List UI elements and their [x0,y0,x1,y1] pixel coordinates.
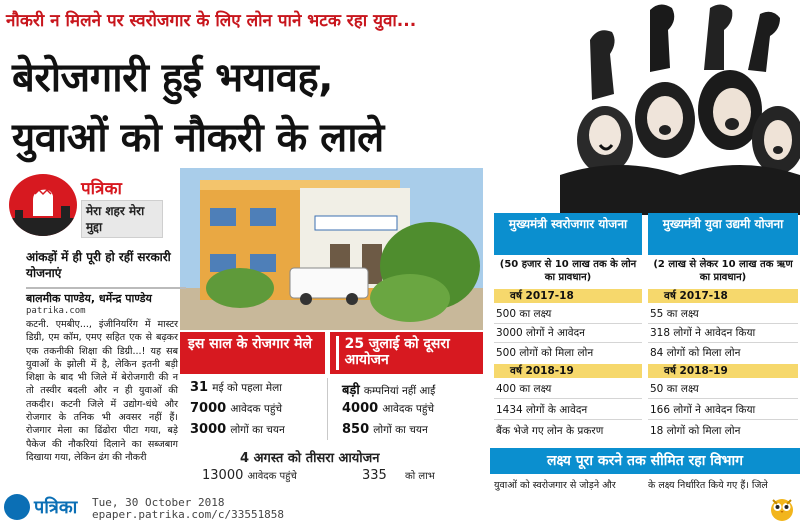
owl-icon [768,494,796,522]
patrika-tag: पत्रिका [81,179,122,199]
scheme2-row: 50 का लक्ष्य [650,383,699,395]
epaper-footer [0,492,800,524]
kicker-headline: नौकरी न मिलने पर स्वरोजगार के लिए लोन पाने भटक रहा युवा... [6,11,417,31]
banner-text-right: के लक्ष्य निर्धारित किये गए हैं। जिले [648,480,768,491]
fair-right-stat: 850 लोगों का चयन [342,422,428,437]
row-divider [648,419,798,420]
row-divider [494,419,642,420]
scheme2-row: 55 का लक्ष्य [650,308,699,320]
fair-left-stat: 7000 आवेदक पहुंचे [190,401,283,416]
scheme1-year-1: वर्ष 2017-18 [494,289,642,303]
scheme1-row: 400 का लक्ष्य [496,383,552,395]
scheme2-row: 318 लोगों ने आवेदन किया [650,327,756,339]
fair-right-header [330,332,483,374]
fair-right-stat: बड़ी कम्पनियां नहीं आईं [342,383,436,398]
article-body: कटनी. एमबीए..., इंजीनियरिंग में मास्टर डिग्री, एम कॉम, एमए सहित एक से बढ़कर एक तकनीकी शिक्षा की डिग्री...! यह सब युवाओं के झोली में है, लेकिन इतनी बड़ी शिक्षा के बाद भी जिले में बेरोजगारी की न तो तस्वीर बदली और न ही युवाओं की तकदीर। कटनी जिले में उद्योग-धंधे और रोजगार के तनिक भी अवसर नहीं हैं। रोजगार मेला का ढिंढोरा पीटा गया, बड़े पैकेज की नौकरियां दिलाने का सब्जबाग दिखाया गया, लेकिन ढंग की नौकरी [26,319,178,463]
scheme2-year-1: वर्ष 2017-18 [648,289,798,303]
department-banner: लक्ष्य पूरा करने तक सीमित रहा विभाग [490,448,800,474]
office-building-photo [180,168,483,330]
banner-text-left: युवाओं को स्वरोजगार से जोड़ने और [494,480,616,491]
row-divider [648,342,798,343]
row-divider [494,323,642,324]
footer-date: Tue, 30 October 2018 [92,496,225,509]
row-divider [648,323,798,324]
fair-right-title: 25 जुलाई को दूसरा आयोजन [344,336,450,368]
main-headline-line1: बेरोजगारी हुई भयावह, [12,55,333,101]
scheme1-row: 500 का लक्ष्य [496,308,552,320]
third-event-benefit: 335 को लाभ [362,468,435,483]
fair-right-stat: 4000 आवेदक पहुंचे [342,401,435,416]
byline-site: patrika.com [26,306,86,316]
scheme1-year-2: वर्ष 2018-19 [494,364,642,378]
main-headline-line2: युवाओं को नौकरी के लाले [12,115,384,161]
fair-left-stat: 3000 लोगों का चयन [190,422,285,437]
article-byline [26,287,186,316]
fair-left-title: इस साल के रोजगार मेले [180,332,325,374]
fair-left-stat: 31 मई को पहला मेला [190,380,282,395]
row-divider [648,398,798,399]
scheme1-title: मुख्यमंत्री स्वरोजगार योजना [494,213,642,255]
article-subhead: आंकड़ों में ही पूरी हो रहीं सरकारी योजनाएं [26,250,171,280]
row-divider [494,342,642,343]
scheme1-subtitle: (50 हजार से 10 लाख तक के लोन का प्रावधान) [499,259,637,283]
scheme1-row: 1434 लोगों के आवेदन [496,404,588,416]
fair-divider [327,378,328,440]
scheme1-row: 3000 लोगों ने आवेदन [496,327,586,339]
title-divider [336,336,339,370]
byline-authors: बालमीक पाण्डेय, धर्मेन्द्र पाण्डेय [26,292,152,305]
campaign-label: मेरा शहर मेरा मुद्दा [81,200,163,238]
row-divider [494,398,642,399]
raised-fist-logo-icon [9,174,77,236]
protest-illustration [560,0,800,215]
campaign-brand-box [5,172,165,242]
scheme1-row: 500 लोगों को मिला लोन [496,347,594,359]
footer-url[interactable]: epaper.patrika.com/c/33551858 [92,508,285,521]
scheme2-row: 166 लोगों ने आवेदन किया [650,404,756,416]
third-event-applicants: 13000 आवेदक पहुंचे [202,468,297,483]
scheme2-year-2: वर्ष 2018-19 [648,364,798,378]
third-event-title: 4 अगस्त को तीसरा आयोजन [240,451,380,466]
scheme1-row: बैंक भेजे गए लोन के प्रकरण [496,425,604,437]
scheme2-subtitle: (2 लाख से लेकर 10 लाख तक ऋण का प्रावधान) [653,259,793,283]
footer-brand: पत्रिका [34,497,78,518]
patrika-logo-icon [4,494,30,520]
scheme2-row: 84 लोगों को मिला लोन [650,347,741,359]
scheme2-row: 18 लोगों को मिला लोन [650,425,741,437]
scheme2-title: मुख्यमंत्री युवा उद्यमी योजना [648,213,798,255]
